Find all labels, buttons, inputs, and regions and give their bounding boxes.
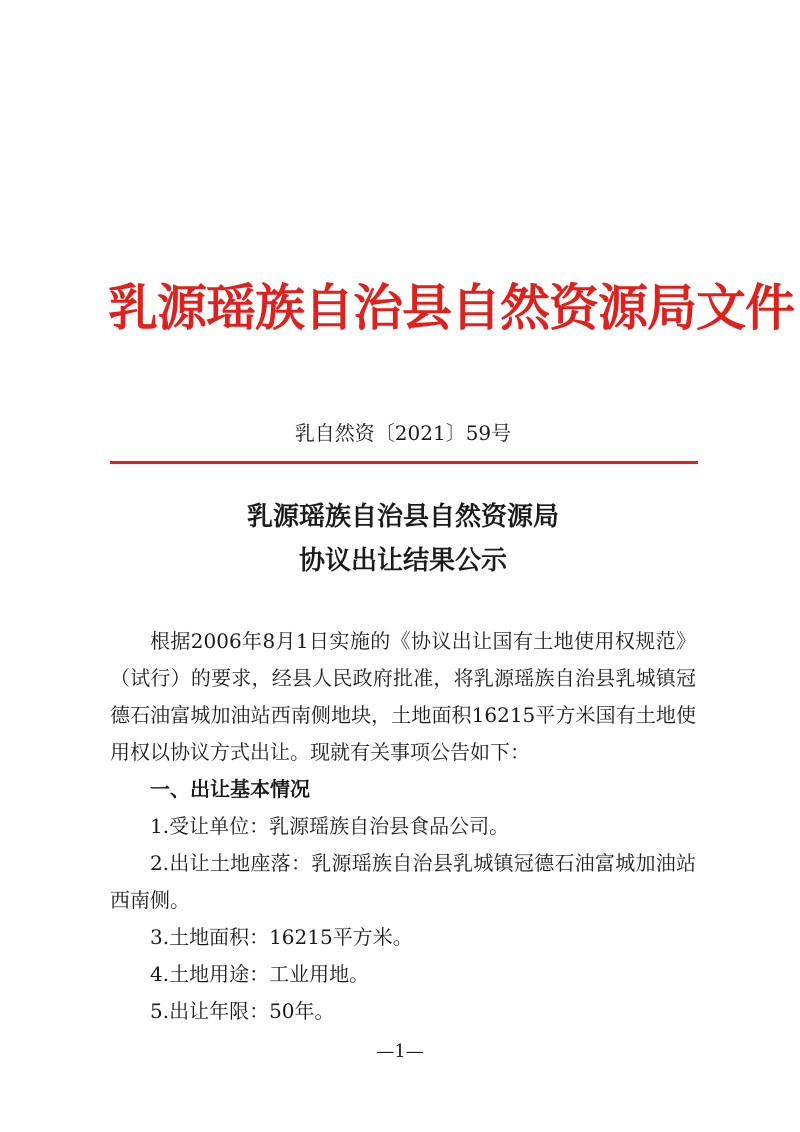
info-item-assignee: 1.受让单位：乳源瑶族自治县食品公司。: [150, 814, 510, 838]
info-item-location: 2.出让土地座落：乳源瑶族自治县乳城镇冠德石油富城加油站西南侧。: [110, 851, 696, 912]
page-number: —1—: [376, 1041, 424, 1062]
document-header-title: 乳源瑶族自治县自然资源局文件: [108, 278, 794, 337]
document-number: 乳自然资〔2021〕59号: [294, 421, 512, 445]
info-item-area: 3.土地面积：16215平方米。: [150, 925, 413, 949]
section-heading: 一、出让基本情况: [150, 777, 310, 801]
header-red-rule: [110, 461, 698, 464]
intro-paragraph: 根据2006年8月1日实施的《协议出让国有土地使用权规范》（试行）的要求，经县人民政府批准，将乳源瑶族自治县乳城镇冠德石油富城加油站西南侧地块，土地面积16215平方米国有土地使用权以协议方式出让。现就有关事项公告如下：: [110, 629, 696, 764]
notice-title-line-2: 协议出让结果公示: [298, 546, 507, 576]
info-item-use: 4.土地用途：工业用地。: [150, 962, 370, 986]
notice-title-line-1: 乳源瑶族自治县自然资源局: [246, 502, 559, 532]
info-item-term: 5.出让年限：50年。: [150, 999, 335, 1023]
